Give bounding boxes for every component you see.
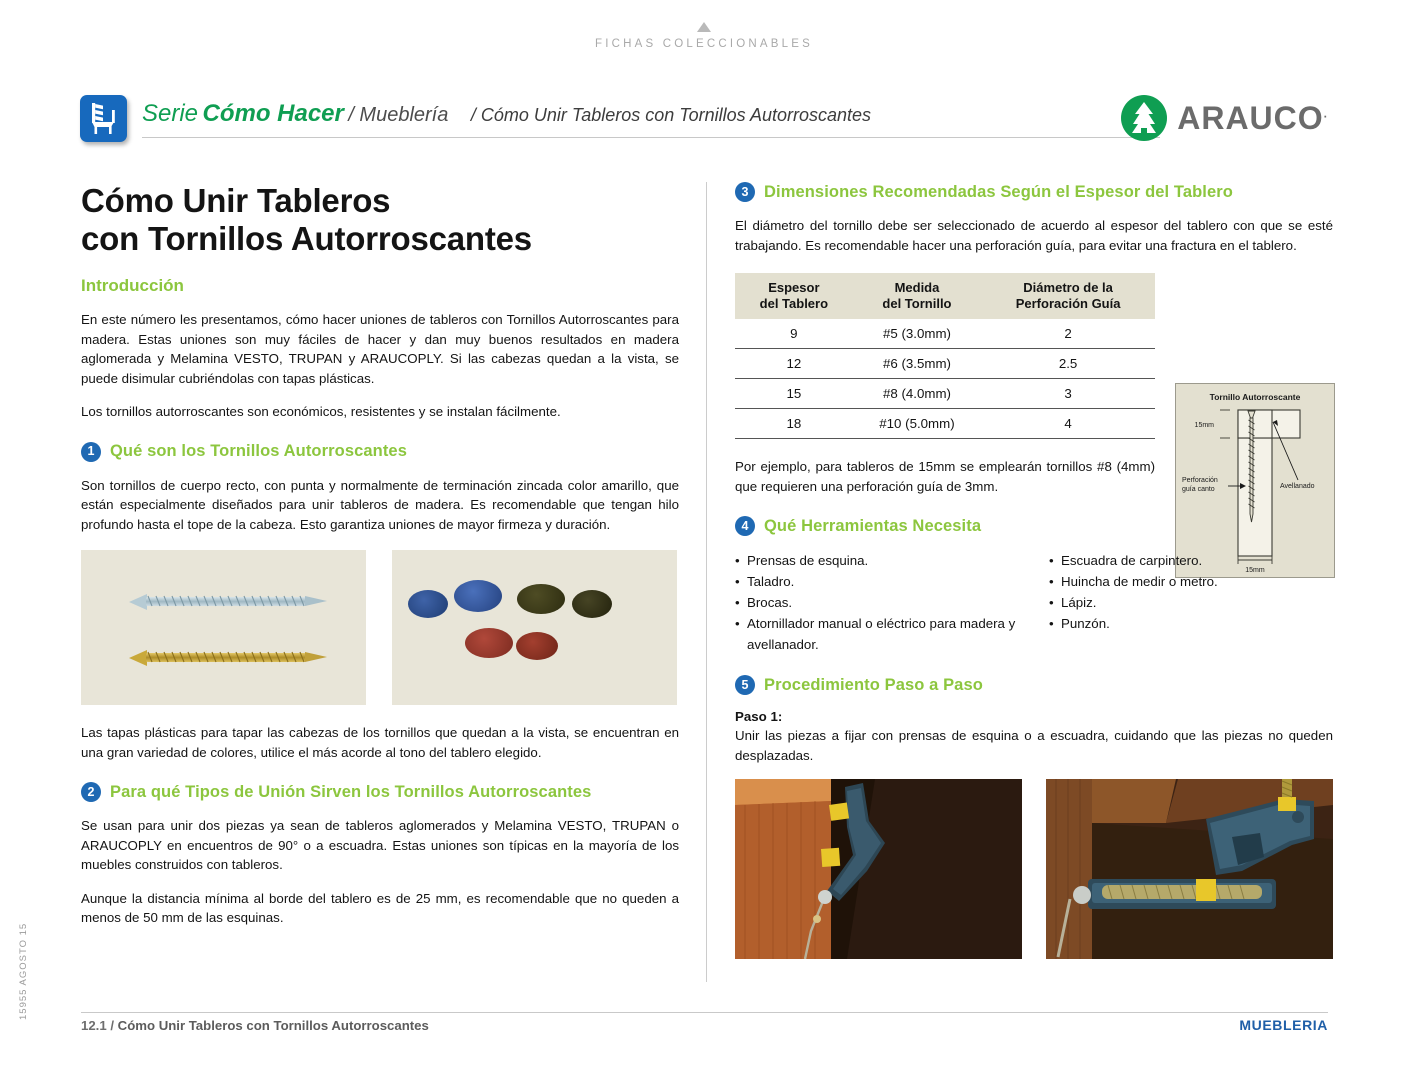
section-3-title: Dimensiones Recomendadas Según el Espesor del Tablero [764,182,1233,201]
th-diametro-l1: Diámetro de la [1023,280,1113,295]
section-2-body-1: Se usan para unir dos piezas ya sean de tableros aglomerados y Melamina VESTO, TRUPAN o ARAUCOPLY en encuentros de 90° o a escuadra. Estas uniones son típicas en la mayoría de los muebles construidos con tableros. [81,818,679,872]
section-4-title: Qué Herramientas Necesita [764,516,982,535]
screw-brass [129,648,329,664]
photo-screws [81,550,366,705]
section-2-title: Para qué Tipos de Unión Sirven los Tornillos Autorroscantes [110,782,592,801]
cell-espesor: 12 [735,349,853,379]
cell-medida: #5 (3.0mm) [853,319,981,349]
collectible-kicker [0,22,1408,50]
kicker-label: FICHAS COLECCIONABLES [594,38,813,50]
cell-diametro: 3 [981,379,1155,409]
list-item: • Escuadra de carpintero. [1049,550,1333,571]
photo-corner-clamp-left [735,779,1022,959]
brand-registered-mark: . [1323,105,1328,120]
photo-corner-clamp-right [1046,779,1333,959]
photo-plastic-caps [392,550,677,705]
section-1-title: Qué son los Tornillos Autorroscantes [110,442,407,460]
section-1-number: 1 [81,442,101,462]
intro-paragraph-1: En este número les presentamos, cómo hacer uniones de tableros con Tornillos Autorroscantes para madera. Estas uniones son muy fáciles de hacer y dan muy buenos resultados en madera aglomerada y Melamina VESTO, TRUPAN y ARAUCOPLY. Si las cabezas quedan a la vista, se puede disimular cubriéndolas con tapas plásticas. [81,312,679,386]
footer-page-number: 12.1 / [81,1018,114,1033]
diagram-perforacion-label-1: Perforación [1182,477,1218,484]
diagram-avellanado-label: Avellanado [1280,483,1315,490]
diagram-thickness-label: 15mm [1194,422,1214,429]
table-header-row [735,273,1155,319]
step-text: Unir las piezas a fijar con prensas de esquina o a escuadra, cuidando que las piezas no queden desplazadas. [735,728,1333,763]
section-4-number: 4 [735,516,755,536]
section-5-heading [735,675,1333,695]
list-item: • Huincha de medir o metro. [1049,571,1333,592]
breadcrumb: / Cómo Unir Tableros con Tornillos Autorroscantes [470,105,872,125]
cell-medida: #6 (3.5mm) [853,349,981,379]
section-2-body-2: Aunque la distancia mínima al borde del tablero es de 25 mm, es recomendable que no queden a menos de 50 mm de las esquinas. [81,890,679,925]
cell-medida: #10 (5.0mm) [853,409,981,439]
list-item: • Punzón. [1049,613,1333,634]
section-5-number: 5 [735,675,755,695]
screw-photo-row [81,550,679,705]
tools-lists [735,550,1333,655]
tools-list-1 [735,550,1019,655]
table-header-diametro [981,273,1155,319]
th-diametro-l2: Perforación Guía [1015,296,1121,311]
table-body [735,319,1155,439]
th-medida-l1: Medida [894,280,940,295]
footer-category: MUEBLERIA [1239,1017,1328,1033]
diagram-width-label: 15mm [1245,567,1265,574]
footer-title: Cómo Unir Tableros con Tornillos Autorroscantes [117,1018,429,1033]
section-3-heading [735,182,1333,202]
page-header [80,95,1328,151]
section-1-body: Son tornillos de cuerpo recto, con punta y normalmente de terminación zincada color amarillo, que están especialmente diseñados para unir tableros de madera. Es recomendable que tengan hilo profundo hasta el tope de la cabeza. Esto garantiza uniones de mayor firmeza y duración. [81,477,679,532]
page-title-line-1: Cómo Unir Tableros [81,182,391,219]
cell-diametro: 2.5 [981,349,1155,379]
list-item: • Lápiz. [1049,592,1333,613]
right-column [735,182,1333,959]
section-3-note: Por ejemplo, para tableros de 15mm se emplearán tornillos #8 (4mm) que requieren una perforación guía de 3mm. [735,459,1155,494]
table-header-espesor [735,273,853,319]
screw-zinc [129,592,329,608]
cap-red-large [465,628,513,658]
cap-olive-large [517,584,565,614]
triangle-up-icon [697,22,711,32]
brand-logo [1121,95,1328,141]
footer-divider [81,1012,1328,1013]
screw-diagram [1175,383,1335,578]
caps-caption: Las tapas plásticas para tapar las cabezas de los tornillos que quedan a la vista, se encuentran en una gran variedad de colores, utilice el más acorde al tono del tablero elegido. [81,725,679,760]
section-5-title: Procedimiento Paso a Paso [764,675,983,694]
table-head [735,273,1155,319]
list-item: • Atornillador manual o eléctrico para madera y avellanador. [735,613,1019,655]
dimensions-table [735,273,1155,439]
list-item: • Brocas. [735,592,1019,613]
cell-espesor: 15 [735,379,853,409]
chair-icon [80,95,127,142]
th-medida-l2: del Tornillo [882,296,952,311]
section-3-intro: El diámetro del tornillo debe ser seleccionado de acuerdo al espesor del tablero con que se esté trabajando. Es recomendable hacer una perforación guía, para evitar una fractura en el tablero. [735,218,1333,253]
step-photo-row [735,779,1333,959]
page-title [81,182,679,258]
series-word: Serie [142,100,199,127]
cell-medida: #8 (4.0mm) [853,379,981,409]
cap-red-small [516,632,558,660]
cap-blue-large [454,580,502,612]
cell-espesor: 9 [735,319,853,349]
tools-column-2 [1049,550,1333,655]
side-edition-code: 15955 AGOSTO 15 [18,922,29,1020]
table-row [735,379,1155,409]
column-divider [706,182,707,982]
tools-list-2 [1049,550,1333,634]
list-item: • Prensas de esquina. [735,550,1019,571]
diagram-perforacion-label-2: guía canto [1182,486,1215,493]
pine-tree-icon [1121,95,1167,141]
th-espesor-l1: Espesor [768,280,820,295]
footer-left [81,1018,429,1033]
series-category: / Mueblería [348,104,449,126]
tools-column-1 [735,550,1019,655]
diagram-title: Tornillo Autorroscante [1209,392,1301,402]
header-divider [142,137,1160,138]
cell-espesor: 18 [735,409,853,439]
brand-name [1177,100,1328,137]
section-2-heading [81,782,679,802]
section-1-heading [81,442,679,462]
table-row [735,409,1155,439]
intro-paragraph-2: Los tornillos autorroscantes son económicos, resistentes y se instalan fácilmente. [81,404,561,419]
cell-diametro: 4 [981,409,1155,439]
brand-name-text: ARAUCO [1177,99,1324,136]
table-row [735,319,1155,349]
page-title-line-2: con Tornillos Autorroscantes [81,220,532,257]
list-item: • Taladro. [735,571,1019,592]
section-2-number: 2 [81,782,101,802]
section-3-number: 3 [735,182,755,202]
table-header-medida [853,273,981,319]
th-espesor-l2: del Tablero [759,296,829,311]
step-label: Paso 1: [735,709,783,724]
series-name: Cómo Hacer [202,100,344,127]
intro-heading: Introducción [81,276,184,295]
cap-olive-small [572,590,612,618]
table-row [735,349,1155,379]
left-column [81,182,679,928]
cell-diametro: 2 [981,319,1155,349]
series-breadcrumb [142,100,871,128]
cap-blue-small [408,590,448,618]
